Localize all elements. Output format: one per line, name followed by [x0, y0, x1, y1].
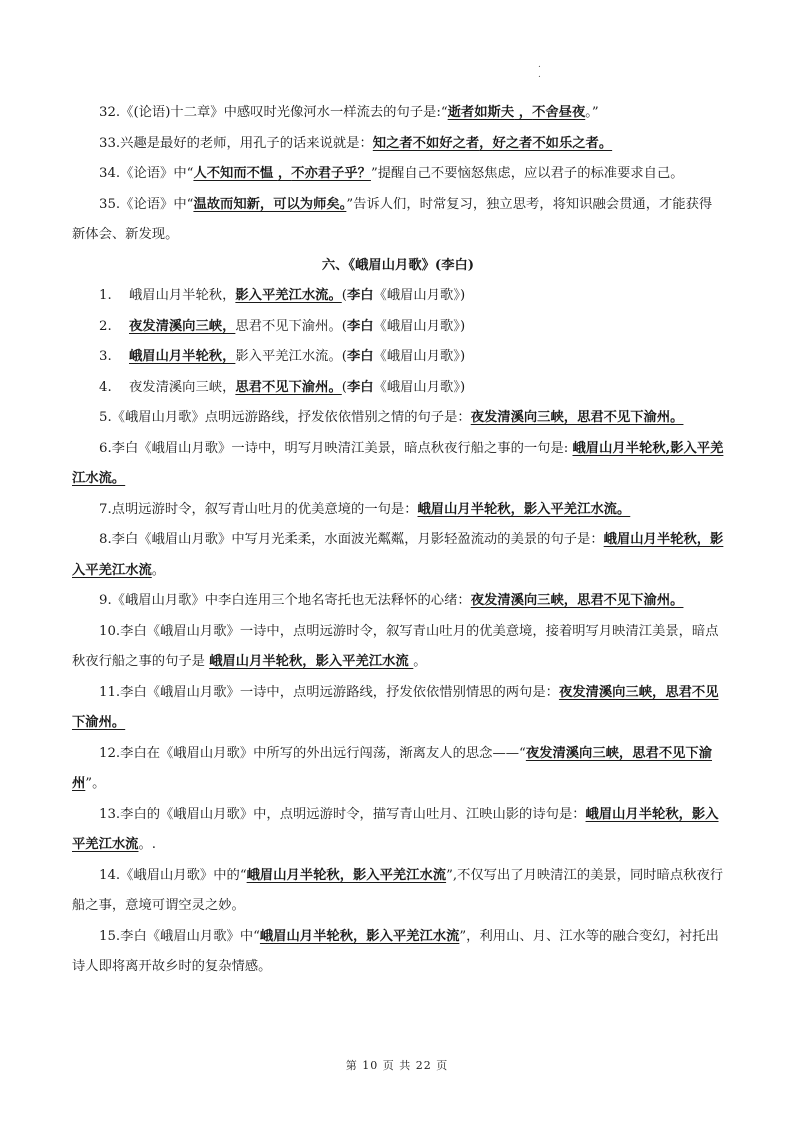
answer: 温故而知新，可以为师矣。 [193, 196, 347, 212]
answer: 夜发清溪向三峡，思君不见下渝州 [72, 745, 713, 791]
answer: 峨眉山月半轮秋，影入平羌江水流。 [417, 501, 631, 517]
answer: 峨眉山月半轮 [603, 532, 684, 547]
answer: 影入平羌江水流。 [72, 440, 724, 486]
question-33: 33.兴趣是最好的老师，用孔子的话来说就是：知之者不如好之者，好之者不如乐之者。 [99, 135, 613, 151]
question-15: 15.李白《峨眉山月歌》中“峨眉山月半轮秋，影入平羌江水流”，利用山、月、江水等的融合变幻，衬托出诗人即将离开故乡时的复杂情感。 [72, 928, 719, 974]
answer: 峨眉山月半轮秋，影入平羌江水流 [259, 928, 460, 944]
question-11: 11.李白《峨眉山月歌》一诗中，点明远游路线，抒发依依惜别情思的两句是：夜发清溪向三峡，思君不见下渝州。 [72, 684, 719, 730]
question-5: 5.《峨眉山月歌》点明远游路线，抒发依依惜别之情的句子是：夜发清溪向三峡，思君不见下渝州。 [99, 410, 684, 425]
question-13: 13.李白的《峨眉山月歌》中，点明远游时令，描写青山吐月、江映山影的诗句是：峨眉山月半轮秋，影入平羌江水流。. [72, 806, 719, 852]
answer: 夜发清溪向三峡，思君不见下渝州。 [470, 593, 684, 608]
answer: 好之者不如乐之者。 [492, 135, 613, 151]
answer: 知之者不如好之者 [372, 135, 480, 151]
question-9: 9.《峨眉山月歌》中李白连用三个地名寄托也无法释怀的心绪：夜发清溪向三峡，思君不见下渝州。 [99, 593, 684, 608]
question-12: 12.李白在《峨眉山月歌》中所写的外出远行闯荡，渐离友人的思念——“夜发清溪向三峡，思君不见下渝州”。 [72, 745, 713, 791]
answer: 峨眉山月半轮秋，影入平羌江水流 [72, 806, 719, 852]
answer: 夜发清溪向三峡，思君不见下渝州。 [470, 410, 684, 425]
question-6: 6.李白《峨眉山月歌》一诗中，明写月映清江美景，暗点秋夜行船之事的一句是: 峨眉山月半轮秋,影入平羌江水流。 [72, 440, 724, 486]
answer: 不亦君子乎？ [291, 166, 371, 181]
answer: 秋，影入平羌江水流 [72, 532, 724, 578]
answer: 夜发清溪向三峡，思君不见下渝州。 [72, 684, 719, 730]
answer: 逝者如斯夫 [447, 105, 515, 120]
list-item: 3. 峨眉山月半轮秋，影入平羌江水流。(李白《峨眉山月歌》) [99, 349, 466, 364]
answer: 峨眉山月半轮秋，影入平羌江水流 [209, 654, 414, 669]
question-10: 10.李白《峨眉山月歌》一诗中，点明远游时令，叙写青山吐月的优美意境，接着明写月映清江美景，暗点秋夜行船之事的句子是 峨眉山月半轮秋，影入平羌江水流 。 [72, 623, 719, 669]
question-7: 7.点明远游时令，叙写青山吐月的优美意境的一句是：峨眉山月半轮秋，影入平羌江水流。 [99, 501, 631, 517]
question-35: 35.《论语》中“温故而知新，可以为师矣。”告诉人们，时常复习，独立思考，将知识融会贯通，才能获得新体会、新发现。 [72, 196, 713, 242]
answer: 峨眉山月半轮秋, [572, 440, 671, 456]
list-item: 4. 夜发清溪向三峡，思君不见下渝州。(李白《峨眉山月歌》) [99, 379, 466, 395]
list-item: 2. 夜发清溪向三峡，思君不见下渝州。(李白《峨眉山月歌》) [99, 318, 466, 334]
question-34: 34.《论语》中“人不知而不愠 ，不亦君子乎？”提醒自己不要恼怒焦虑，应以君子的标准要求自己。 [99, 166, 684, 181]
section-title: 六、《峨眉山月歌》(李白) [321, 257, 475, 273]
answer: 峨眉山月半轮秋，影入平羌江水流 [246, 867, 447, 883]
answer: 人不知而不愠 [193, 166, 278, 181]
page-content [72, 98, 724, 983]
answer: 不舍昼夜 [532, 105, 586, 120]
question-14: 14.《峨眉山月歌》中的“峨眉山月半轮秋，影入平羌江水流”,不仅写出了月映清江的美景，同时暗点秋夜行船之事，意境可谓空灵之妙。 [72, 867, 724, 913]
list-item: 1. 峨眉山月半轮秋，影入平羌江水流。(李白《峨眉山月歌》) [99, 288, 466, 303]
question-32: 32.《(论语)十二章》中感叹时光像河水一样流去的句子是:“逝者如斯夫 ，不舍昼夜。” [99, 105, 599, 120]
header-dots: . . [538, 60, 541, 80]
question-8: 8.李白《峨眉山月歌》中写月光柔柔，水面波光粼粼，月影轻盈流动的美景的句子是：峨眉山月半轮秋，影入平羌江水流。 [72, 532, 724, 578]
page-footer: 第 10 页 共 22 页 [345, 1059, 449, 1072]
